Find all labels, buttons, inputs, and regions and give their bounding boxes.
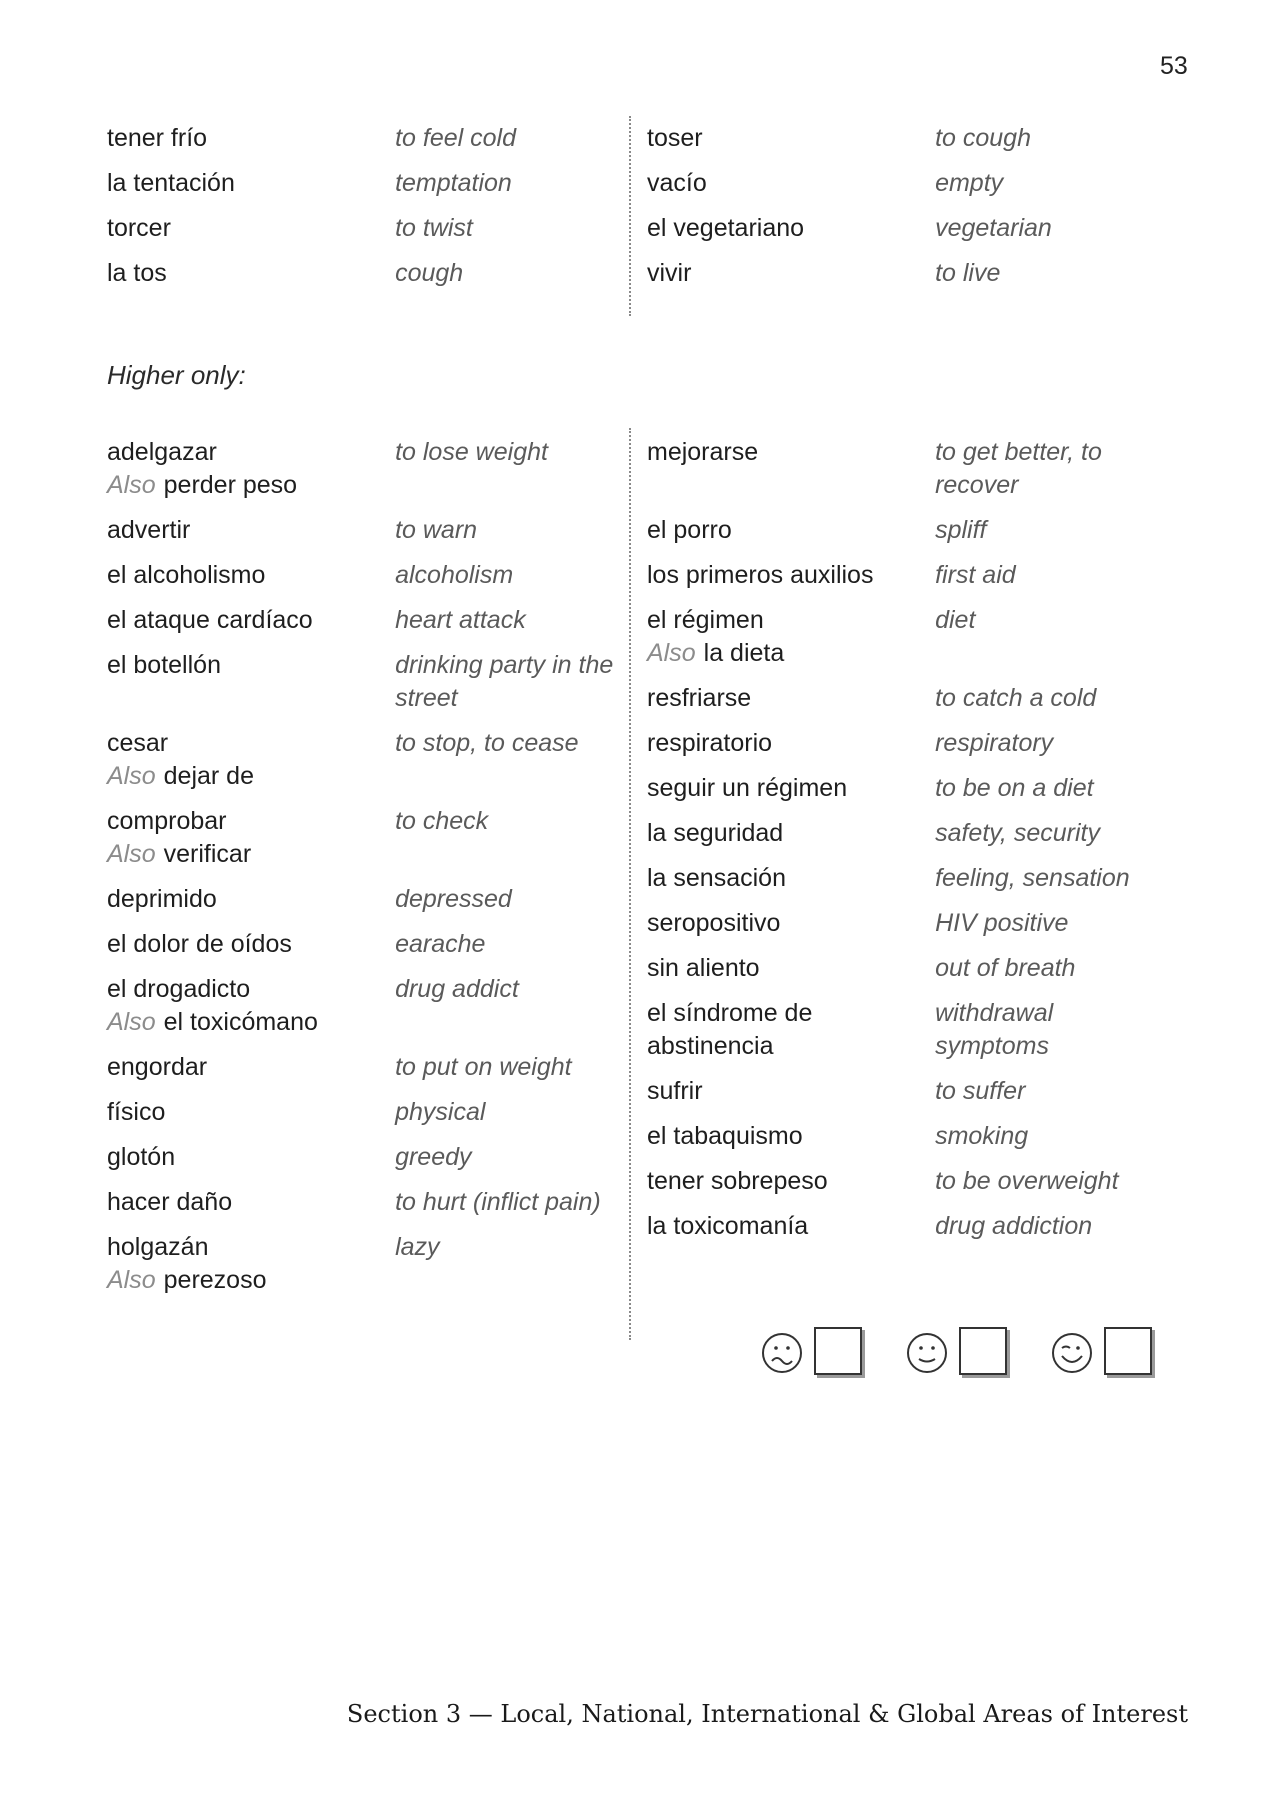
- spanish-word: seguir un régimen: [647, 774, 848, 802]
- spanish-term: [647, 727, 935, 760]
- alternative-word: verificar: [163, 840, 252, 868]
- spanish-word: el alcoholismo: [107, 561, 266, 589]
- spanish-term: [647, 212, 935, 245]
- spanish-word: tener frío: [107, 124, 208, 152]
- spanish-word: el dolor de oídos: [107, 930, 292, 958]
- vocab-entry: [647, 1120, 1162, 1153]
- vocab-entry: [107, 649, 622, 715]
- vocab-entry: [647, 1075, 1162, 1108]
- vocab-entry: [647, 436, 1162, 502]
- vocab-entry: [647, 559, 1162, 592]
- spanish-term: [647, 1165, 935, 1198]
- spanish-word: la sensación: [647, 864, 786, 892]
- vocab-entry: [107, 604, 622, 637]
- vocab-entry: [647, 167, 1162, 200]
- vocab-entry: [647, 997, 1162, 1063]
- english-translation: lazy: [395, 1233, 440, 1261]
- english-translation: safety, security: [935, 819, 1100, 847]
- spanish-word: vivir: [647, 259, 692, 287]
- spanish-word: el síndrome de abstinencia: [647, 999, 813, 1060]
- alternative-term: [107, 1006, 395, 1039]
- higher-only-heading: Higher only:: [107, 360, 246, 390]
- spanish-word: advertir: [107, 516, 191, 544]
- spanish-term: [107, 1051, 395, 1084]
- spanish-term: [107, 559, 395, 592]
- english-translation: diet: [935, 606, 976, 634]
- spanish-word: holgazán: [107, 1233, 209, 1261]
- spanish-word: el ataque cardíaco: [107, 606, 313, 634]
- spanish-term: [647, 1210, 935, 1243]
- vocab-entry: [107, 559, 622, 592]
- spanish-term: [107, 928, 395, 961]
- alternative-term: [107, 469, 395, 502]
- spanish-term: [647, 122, 935, 155]
- vocab-entry: [107, 1096, 622, 1129]
- spanish-word: comprobar: [107, 807, 227, 835]
- spanish-term: [647, 559, 935, 592]
- spanish-word: el tabaquismo: [647, 1122, 803, 1150]
- english-translation: empty: [935, 169, 1004, 197]
- spanish-term: [107, 1141, 395, 1174]
- basic-left-column: [107, 122, 622, 302]
- spanish-term: [647, 997, 935, 1063]
- spanish-term: [647, 604, 935, 670]
- alternative-term: [107, 1264, 395, 1297]
- alternative-word: la dieta: [703, 639, 785, 667]
- spanish-term: [647, 817, 935, 850]
- rating-checkbox-happy[interactable]: [1104, 1327, 1152, 1375]
- column-divider: [629, 116, 631, 316]
- alternative-word: el toxicómano: [163, 1008, 318, 1036]
- spanish-term: [647, 862, 935, 895]
- english-translation: first aid: [935, 561, 1016, 589]
- spanish-word: la seguridad: [647, 819, 784, 847]
- rating-sad: [760, 1327, 870, 1377]
- spanish-word: la tos: [107, 259, 167, 287]
- vocab-entry: [647, 772, 1162, 805]
- spanish-term: [107, 805, 395, 871]
- rating-neutral: [905, 1327, 1015, 1377]
- spanish-term: [647, 772, 935, 805]
- english-translation: drug addiction: [935, 1212, 1093, 1240]
- spanish-term: [647, 1075, 935, 1108]
- also-label: Also: [647, 639, 696, 667]
- english-translation: to get better, to recover: [935, 438, 1102, 499]
- spanish-word: cesar: [107, 729, 169, 757]
- english-translation: to hurt (inflict pain): [395, 1188, 601, 1216]
- vocab-entry: [647, 952, 1162, 985]
- spanish-word: hacer daño: [107, 1188, 233, 1216]
- spanish-word: tener sobrepeso: [647, 1167, 828, 1195]
- spanish-term: [107, 1186, 395, 1219]
- english-translation: to cough: [935, 124, 1031, 152]
- vocab-entry: [107, 973, 622, 1039]
- spanish-word: el porro: [647, 516, 732, 544]
- vocab-entry: [107, 928, 622, 961]
- vocab-entry: [107, 257, 622, 290]
- english-translation: physical: [395, 1098, 486, 1126]
- vocab-entry: [647, 257, 1162, 290]
- page-number: 53: [1160, 52, 1188, 80]
- english-translation: drug addict: [395, 975, 519, 1003]
- spanish-word: resfriarse: [647, 684, 752, 712]
- vocab-entry: [107, 436, 622, 502]
- spanish-term: [647, 436, 935, 469]
- spanish-term: [107, 1231, 395, 1297]
- english-translation: cough: [395, 259, 464, 287]
- english-translation: to catch a cold: [935, 684, 1097, 712]
- rating-checkbox-neutral[interactable]: [959, 1327, 1007, 1375]
- spanish-word: toser: [647, 124, 703, 152]
- english-translation: to feel cold: [395, 124, 516, 152]
- vocab-entry: [647, 907, 1162, 940]
- spanish-term: [107, 973, 395, 1039]
- vocab-entry: [107, 1186, 622, 1219]
- spanish-term: [647, 167, 935, 200]
- english-translation: out of breath: [935, 954, 1076, 982]
- english-translation: depressed: [395, 885, 512, 913]
- vocab-entry: [647, 817, 1162, 850]
- spanish-word: glotón: [107, 1143, 176, 1171]
- vocab-entry: [107, 727, 622, 793]
- english-translation: to live: [935, 259, 1001, 287]
- english-translation: drinking party in the street: [395, 651, 614, 712]
- higher-left-column: [107, 436, 622, 1309]
- spanish-term: [107, 514, 395, 547]
- spanish-word: adelgazar: [107, 438, 217, 466]
- spanish-word: torcer: [107, 214, 171, 242]
- vocab-entry: [647, 604, 1162, 670]
- english-translation: to stop, to cease: [395, 729, 579, 757]
- page-footer: Section 3 — Local, National, International & Global Areas of Interest: [346, 1700, 1188, 1728]
- spanish-term: [107, 212, 395, 245]
- alternative-term: [107, 838, 395, 871]
- spanish-term: [647, 682, 935, 715]
- spanish-word: mejorarse: [647, 438, 759, 466]
- english-translation: to suffer: [935, 1077, 1026, 1105]
- spanish-word: seropositivo: [647, 909, 781, 937]
- spanish-term: [107, 122, 395, 155]
- english-translation: to put on weight: [395, 1053, 572, 1081]
- spanish-word: el botellón: [107, 651, 221, 679]
- alternative-term: [647, 637, 935, 670]
- spanish-term: [107, 1096, 395, 1129]
- spanish-word: engordar: [107, 1053, 208, 1081]
- spanish-term: [647, 1120, 935, 1153]
- spanish-word: deprimido: [107, 885, 217, 913]
- spanish-term: [107, 604, 395, 637]
- rating-checkbox-sad[interactable]: [814, 1327, 862, 1375]
- spanish-word: la tentación: [107, 169, 235, 197]
- english-translation: heart attack: [395, 606, 526, 634]
- english-translation: temptation: [395, 169, 512, 197]
- alternative-term: [107, 760, 395, 793]
- vocab-entry: [647, 727, 1162, 760]
- english-translation: vegetarian: [935, 214, 1052, 242]
- spanish-term: [647, 257, 935, 290]
- spanish-word: vacío: [647, 169, 707, 197]
- vocab-entry: [107, 1141, 622, 1174]
- also-label: Also: [107, 762, 156, 790]
- vocab-entry: [107, 514, 622, 547]
- vocab-entry: [107, 1051, 622, 1084]
- vocab-entry: [647, 122, 1162, 155]
- english-translation: smoking: [935, 1122, 1029, 1150]
- spanish-term: [107, 257, 395, 290]
- spanish-word: la toxicomanía: [647, 1212, 809, 1240]
- vocab-entry: [107, 1231, 622, 1297]
- alternative-word: dejar de: [163, 762, 254, 790]
- spanish-word: sin aliento: [647, 954, 760, 982]
- english-translation: alcoholism: [395, 561, 514, 589]
- winking-face-icon: [1050, 1331, 1094, 1375]
- vocab-entry: [647, 1210, 1162, 1243]
- spanish-term: [647, 907, 935, 940]
- also-label: Also: [107, 1008, 156, 1036]
- vocab-entry: [647, 1165, 1162, 1198]
- sad-face-icon: [760, 1331, 804, 1375]
- english-translation: to lose weight: [395, 438, 548, 466]
- self-rating: [760, 1327, 1160, 1377]
- spanish-word: el drogadicto: [107, 975, 251, 1003]
- vocab-entry: [107, 122, 622, 155]
- neutral-face-icon: [905, 1331, 949, 1375]
- spanish-word: sufrir: [647, 1077, 703, 1105]
- spanish-word: el régimen: [647, 606, 764, 634]
- english-translation: earache: [395, 930, 486, 958]
- spanish-term: [107, 883, 395, 916]
- also-label: Also: [107, 840, 156, 868]
- spanish-term: [107, 727, 395, 793]
- vocab-entry: [647, 212, 1162, 245]
- vocab-entry: [647, 682, 1162, 715]
- spanish-term: [647, 514, 935, 547]
- spanish-word: los primeros auxilios: [647, 561, 874, 589]
- spanish-term: [647, 952, 935, 985]
- also-label: Also: [107, 1266, 156, 1294]
- english-translation: to check: [395, 807, 489, 835]
- basic-right-column: [647, 122, 1162, 302]
- english-translation: HIV positive: [935, 909, 1069, 937]
- alternative-word: perder peso: [163, 471, 298, 499]
- spanish-term: [107, 649, 395, 682]
- alternative-word: perezoso: [163, 1266, 267, 1294]
- vocab-entry: [107, 805, 622, 871]
- vocab-entry: [647, 862, 1162, 895]
- vocab-entry: [647, 514, 1162, 547]
- rating-happy: [1050, 1327, 1160, 1377]
- vocab-entry: [107, 167, 622, 200]
- english-translation: to be overweight: [935, 1167, 1119, 1195]
- spanish-term: [107, 436, 395, 502]
- english-translation: respiratory: [935, 729, 1054, 757]
- english-translation: spliff: [935, 516, 987, 544]
- english-translation: to warn: [395, 516, 478, 544]
- spanish-word: físico: [107, 1098, 166, 1126]
- spanish-term: [107, 167, 395, 200]
- spanish-word: respiratorio: [647, 729, 773, 757]
- higher-right-column: [647, 436, 1162, 1255]
- column-divider: [629, 428, 631, 1340]
- english-translation: to be on a diet: [935, 774, 1094, 802]
- vocab-entry: [107, 212, 622, 245]
- vocab-entry: [107, 883, 622, 916]
- spanish-word: el vegetariano: [647, 214, 805, 242]
- english-translation: withdrawal symptoms: [935, 999, 1054, 1060]
- also-label: Also: [107, 471, 156, 499]
- english-translation: to twist: [395, 214, 473, 242]
- english-translation: feeling, sensation: [935, 864, 1130, 892]
- english-translation: greedy: [395, 1143, 472, 1171]
